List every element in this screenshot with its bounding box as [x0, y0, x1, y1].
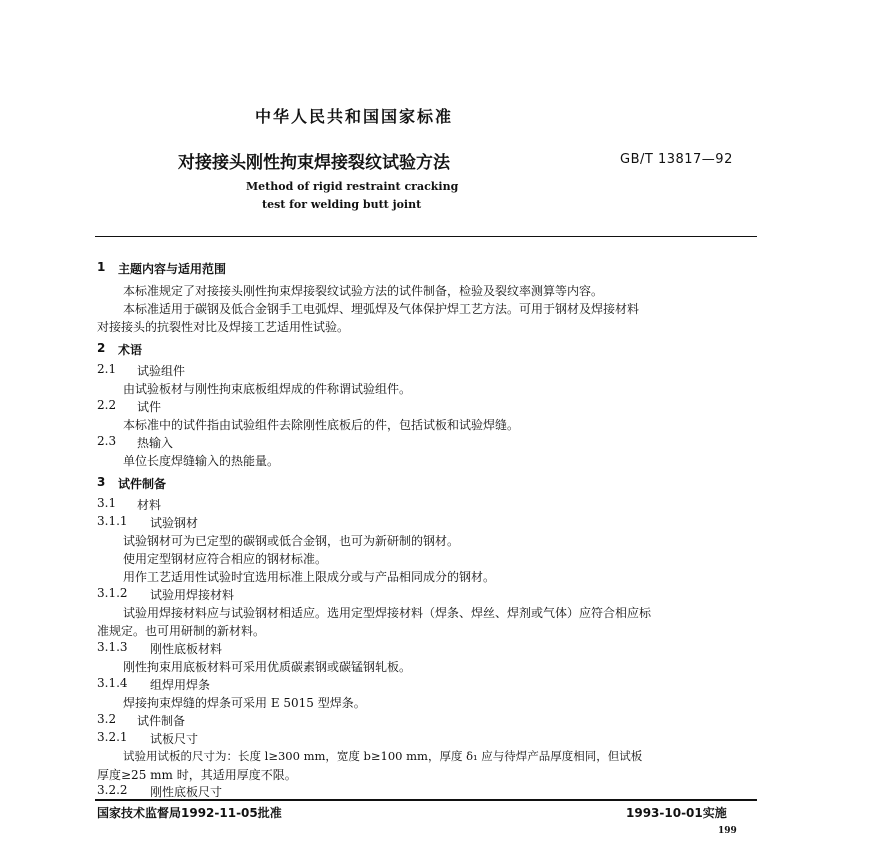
section-heading: 主题内容与适用范围 [118, 262, 227, 276]
standard-authority: 中华人民共和国国家标准 [255, 107, 454, 126]
clause-number: 3.1.3 [97, 640, 128, 654]
clause-number: 3.2 [97, 712, 117, 726]
clause-heading: 试验组件 [137, 364, 186, 378]
clause-number: 3.1.2 [97, 586, 128, 600]
clause-number: 3.2.2 [97, 783, 128, 797]
page-number: 199 [718, 826, 737, 836]
section-number: 1 [97, 260, 106, 274]
clause-heading: 组焊用焊条 [150, 678, 211, 692]
clause-text: 厚度≥25 mm 时，其适用厚度不限。 [97, 768, 297, 782]
clause-text: 由试验板材与刚性拘束底板组焊成的件称谓试验组件。 [123, 382, 412, 396]
clause-heading: 试件 [137, 400, 162, 414]
clause-number: 2.3 [97, 434, 117, 448]
standard-number: GB/T 13817—92 [620, 152, 733, 167]
effective-date: 1993-10-01实施 [626, 806, 727, 820]
section-heading: 术语 [118, 343, 143, 357]
clause-text: 使用定型钢材应符合相应的钢材标准。 [123, 552, 328, 566]
clause-heading: 刚性底板尺寸 [150, 785, 223, 799]
footer-divider [95, 799, 757, 801]
approval-note: 国家技术监督局1992-11-05批准 [97, 806, 282, 820]
clause-heading: 试验用焊接材料 [150, 588, 235, 602]
clause-number: 2.2 [97, 398, 117, 412]
paragraph: 本标准适用于碳钢及低合金钢手工电弧焊、埋弧焊及气体保护焊工艺方法。可用于钢材及焊接材料 [123, 302, 640, 316]
clause-number: 3.1 [97, 496, 117, 510]
clause-heading: 试板尺寸 [150, 732, 199, 746]
clause-text: 准规定。也可用研制的新材料。 [97, 624, 266, 638]
paragraph: 对接接头的抗裂性对比及焊接工艺适用性试验。 [97, 320, 350, 334]
clause-heading: 材料 [137, 498, 162, 512]
section-heading: 试件制备 [118, 477, 167, 491]
clause-heading: 刚性底板材料 [150, 642, 223, 656]
section-number: 2 [97, 341, 106, 355]
clause-text: 用作工艺适用性试验时宜选用标准上限成分或与产品相同成分的钢材。 [123, 570, 496, 584]
clause-heading: 试件制备 [137, 714, 186, 728]
clause-text: 焊接拘束焊缝的焊条可采用 E 5015 型焊条。 [123, 696, 366, 710]
clause-number: 2.1 [97, 362, 117, 376]
section-number: 3 [97, 475, 106, 489]
standard-title-en-line2: test for welding butt joint [262, 198, 422, 211]
standard-title-cn: 对接接头刚性拘束焊接裂纹试验方法 [178, 153, 450, 173]
header-divider [95, 236, 757, 237]
clause-number: 3.1.1 [97, 514, 128, 528]
clause-heading: 热输入 [137, 436, 174, 450]
clause-text: 本标准中的试件指由试验组件去除刚性底板后的件，包括试板和试验焊缝。 [123, 418, 520, 432]
clause-number: 3.2.1 [97, 730, 128, 744]
clause-text: 试验钢材可为已定型的碳钢或低合金钢，也可为新研制的钢材。 [123, 534, 460, 548]
clause-text: 刚性拘束用底板材料可采用优质碳素钢或碳锰钢轧板。 [123, 660, 412, 674]
clause-text: 单位长度焊缝输入的热能量。 [123, 454, 280, 468]
paragraph: 本标准规定了对接接头刚性拘束焊接裂纹试验方法的试件制备，检验及裂纹率测算等内容。 [123, 284, 604, 298]
clause-heading: 试验钢材 [150, 516, 199, 530]
clause-text: 试验用焊接材料应与试验钢材相适应。选用定型焊接材料（焊条、焊丝、焊剂或气体）应符合相应标 [123, 606, 652, 620]
standard-title-en-line1: Method of rigid restraint cracking [246, 180, 459, 193]
clause-text: 试验用试板的尺寸为：长度 l≥300 mm，宽度 b≥100 mm，厚度 δ₁ 应与待焊产品厚度相同，但试板 [123, 749, 643, 763]
clause-number: 3.1.4 [97, 676, 128, 690]
